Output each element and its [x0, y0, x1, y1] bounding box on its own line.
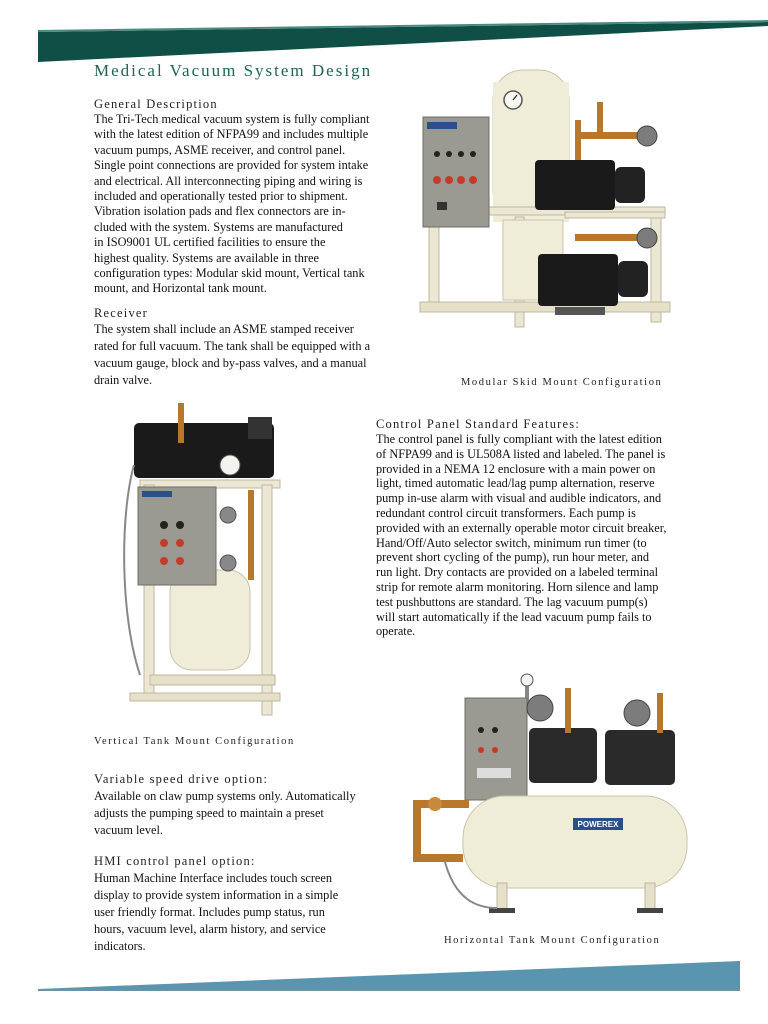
- page-title: Medical Vacuum System Design: [94, 61, 373, 80]
- header-band: [0, 0, 768, 70]
- general-description-heading: General Description: [94, 97, 218, 111]
- hmi-heading: HMI control panel option:: [94, 854, 256, 868]
- modular-caption: Modular Skid Mount Configuration: [461, 377, 663, 388]
- receiver-body: The system shall include an ASME stamped receiver rated for full vacuum. The tank shall be equipped with a vacuum gauge, block and by-pass valves, and a manual drain valve.: [94, 322, 371, 387]
- control-panel-heading: Control Panel Standard Features:: [376, 417, 580, 431]
- powerex-logo: POWEREX: [577, 820, 619, 829]
- vertical-caption: Vertical Tank Mount Configuration: [94, 736, 295, 747]
- hmi-body: Human Machine Interface includes touch screen display to provide system information in a simple user friendly format. Includes pump status, run hours, vacuum level, alarm history, and service indicators.: [94, 871, 339, 953]
- modular-skid-mount-image: [415, 62, 675, 368]
- vsd-body: Available on claw pump systems only. Automatically adjusts the pumping speed to maintain a preset vacuum level.: [94, 789, 356, 837]
- receiver-heading: Receiver: [94, 306, 149, 320]
- vsd-heading: Variable speed drive option:: [94, 772, 269, 786]
- horizontal-caption: Horizontal Tank Mount Configuration: [444, 935, 661, 946]
- vertical-tank-mount-image: [120, 395, 295, 730]
- general-description-body: The Tri-Tech medical vacuum system is fully compliant with the latest edition of NFPA99 and includes multiple vacuum pumps, ASME receiver, and control panel. Single point connections are provided for system intake and electrical. All interconnecting piping and wiring is included and operationally tested prior to shipment. Vibration isolation pads and flex connectors are in- cluded with the system. Systems are manufactured in ISO9001 UL certified facilities to ensure the highest quality. Systems are available in three configuration types: Modular skid mount, Vertical tank mount, and Horizontal tank mount.: [94, 112, 370, 296]
- horizontal-tank-mount-image: [405, 668, 695, 926]
- footer-band: [0, 955, 768, 1000]
- control-panel-body: The control panel is fully compliant with the latest edition of NFPA99 and is UL508A listed and labeled. The panel is provided in a NEMA 12 enclosure with a main power on light, timed automatic lead/lag pump alternation, reserve pump in-use alarm with visual and audible indicators, and redundant control circuit transformers. Each pump is provided with an externally operable motor circuit breaker, Hand/Off/Auto selector switch, minimum run timer (to prevent short cycling of the pump), run hour meter, and run light. Dry contacts are provided on a labeled terminal strip for remote alarm monitoring. Horn silence and lamp test pushbuttons are standard. The lag vacuum pump(s) will start automatically if the lead vacuum pump fails to operate.: [376, 432, 667, 639]
